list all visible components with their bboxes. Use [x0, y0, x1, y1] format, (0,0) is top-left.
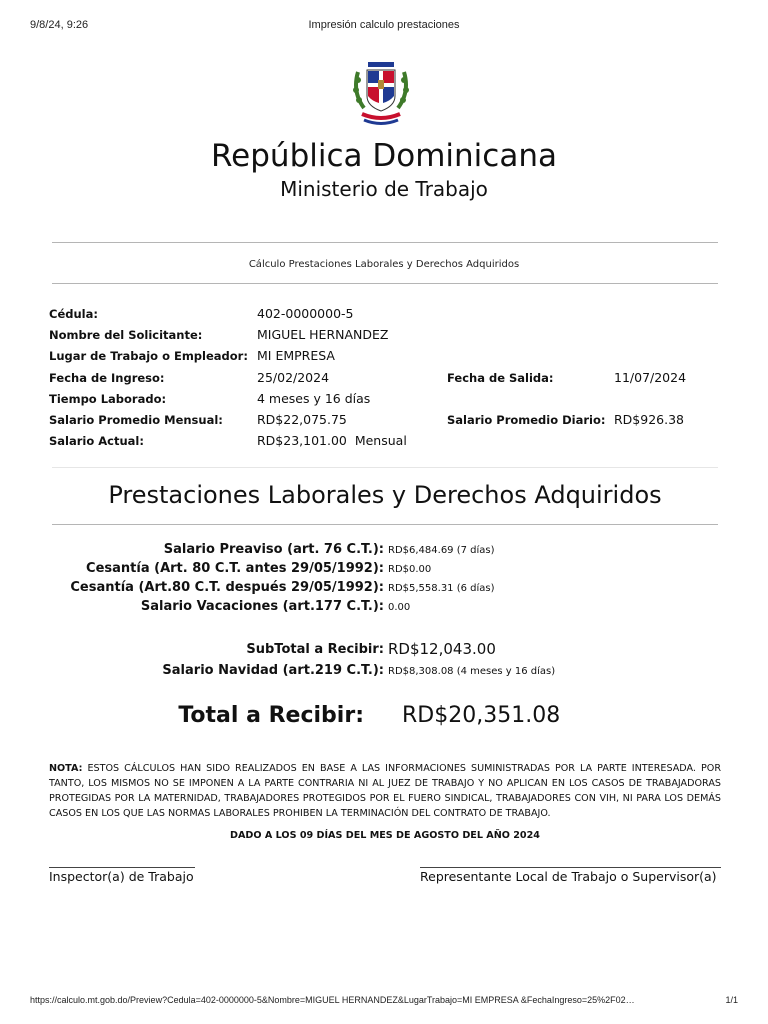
subtotal-label: SubTotal a Recibir:: [246, 642, 384, 657]
salario-promedio-mensual-value: RD$22,075.75: [257, 412, 347, 427]
note-label: NOTA:: [49, 763, 83, 774]
preaviso-value: RD$6,484.69 (7 días): [388, 545, 495, 556]
lugar-label: Lugar de Trabajo o Empleador:: [49, 349, 248, 363]
navidad-label: Salario Navidad (art.219 C.T.):: [162, 663, 384, 678]
total-value: RD$20,351.08: [402, 703, 561, 728]
total-label: Total a Recibir:: [178, 703, 364, 728]
cesantia-antes-label: Cesantía (Art. 80 C.T. antes 29/05/1992):: [86, 561, 384, 576]
preaviso-label: Salario Preaviso (art. 76 C.T.):: [163, 542, 384, 557]
divider: [52, 283, 718, 284]
legal-note: [49, 761, 721, 821]
representative-signature-label: Representante Local de Trabajo o Supervisor(a): [420, 869, 717, 884]
tiempo-laborado-value: 4 meses y 16 días: [257, 391, 371, 406]
inspector-signature-line: [49, 867, 195, 868]
representative-signature-line: [420, 867, 721, 868]
salario-promedio-mensual-label: Salario Promedio Mensual:: [49, 413, 223, 427]
footer-url: https://calculo.mt.gob.do/Preview?Cedula=402-0000000-5&Nombre=MIGUEL HERNANDEZ&LugarTrabajo=MI EMPRESA &FechaIngreso=25%2F02…: [30, 995, 635, 1005]
document-subtitle: Cálculo Prestaciones Laborales y Derechos Adquiridos: [248, 259, 520, 270]
tiempo-laborado-label: Tiempo Laborado:: [49, 392, 167, 406]
vacaciones-label: Salario Vacaciones (art.177 C.T.):: [140, 599, 384, 614]
note-text: ESTOS CÁLCULOS HAN SIDO REALIZADOS EN BASE A LAS INFORMACIONES SUMINISTRADAS POR LA PARTE INTERESADA. POR TANTO, LOS MISMOS NO SE IMPONEN A LA PARTE CONTRARIA NI AL JUEZ DE TRABAJO Y NO APLICAN EN LOS CASOS DE TRABAJADORAS PROTEGIDAS POR LA MATERNIDAD, TRABAJADORES PROTEGIDOS POR EL FUERO SINDICAL, TRABAJADORES CON VIH, NI PARA LOS DEMÁS CASOS EN LOS QUE LAS NORMAS LABORALES PROHIBEN LA TERMINACIÓN DEL CONTRATO DE TRABAJO.: [49, 763, 721, 819]
cedula-label: Cédula:: [49, 307, 98, 321]
inspector-signature-label: Inspector(a) de Trabajo: [49, 869, 194, 884]
fecha-ingreso-label: Fecha de Ingreso:: [49, 371, 165, 385]
print-page-title: Impresión calculo prestaciones: [308, 19, 460, 31]
country-title: República Dominicana: [211, 138, 557, 174]
salario-actual-value: RD$23,101.00 Mensual: [257, 433, 407, 448]
salario-actual-label: Salario Actual:: [49, 434, 144, 448]
divider: [52, 242, 718, 243]
salario-promedio-diario-label: Salario Promedio Diario:: [447, 413, 606, 427]
subtotal-value: RD$12,043.00: [388, 640, 496, 658]
nombre-value: MIGUEL HERNANDEZ: [257, 327, 389, 342]
cesantia-despues-value: RD$5,558.31 (6 días): [388, 583, 495, 594]
cedula-value: 402-0000000-5: [257, 306, 354, 321]
cesantia-antes-value: RD$0.00: [388, 564, 432, 575]
fecha-salida-value: 11/07/2024: [614, 370, 687, 385]
nombre-label: Nombre del Solicitante:: [49, 328, 203, 342]
fecha-salida-label: Fecha de Salida:: [447, 371, 554, 385]
lugar-value: MI EMPRESA: [257, 348, 335, 363]
fecha-ingreso-value: 25/02/2024: [257, 370, 330, 385]
benefits-section-title: Prestaciones Laborales y Derechos Adquiridos: [108, 481, 662, 509]
footer-page-number: 1/1: [725, 995, 738, 1005]
navidad-value: RD$8,308.08 (4 meses y 16 días): [388, 666, 556, 677]
divider: [52, 467, 718, 468]
dated-line: DADO A LOS 09 DÍAS DEL MES DE AGOSTO DEL AÑO 2024: [230, 830, 540, 841]
vacaciones-value: 0.00: [388, 602, 411, 613]
coat-of-arms-icon: [350, 56, 412, 128]
divider: [52, 524, 718, 525]
salario-promedio-diario-value: RD$926.38: [614, 412, 685, 427]
cesantia-despues-label: Cesantía (Art.80 C.T. después 29/05/1992):: [70, 580, 384, 595]
ministry-title: Ministerio de Trabajo: [280, 177, 488, 201]
print-datetime: 9/8/24, 9:26: [30, 19, 89, 31]
